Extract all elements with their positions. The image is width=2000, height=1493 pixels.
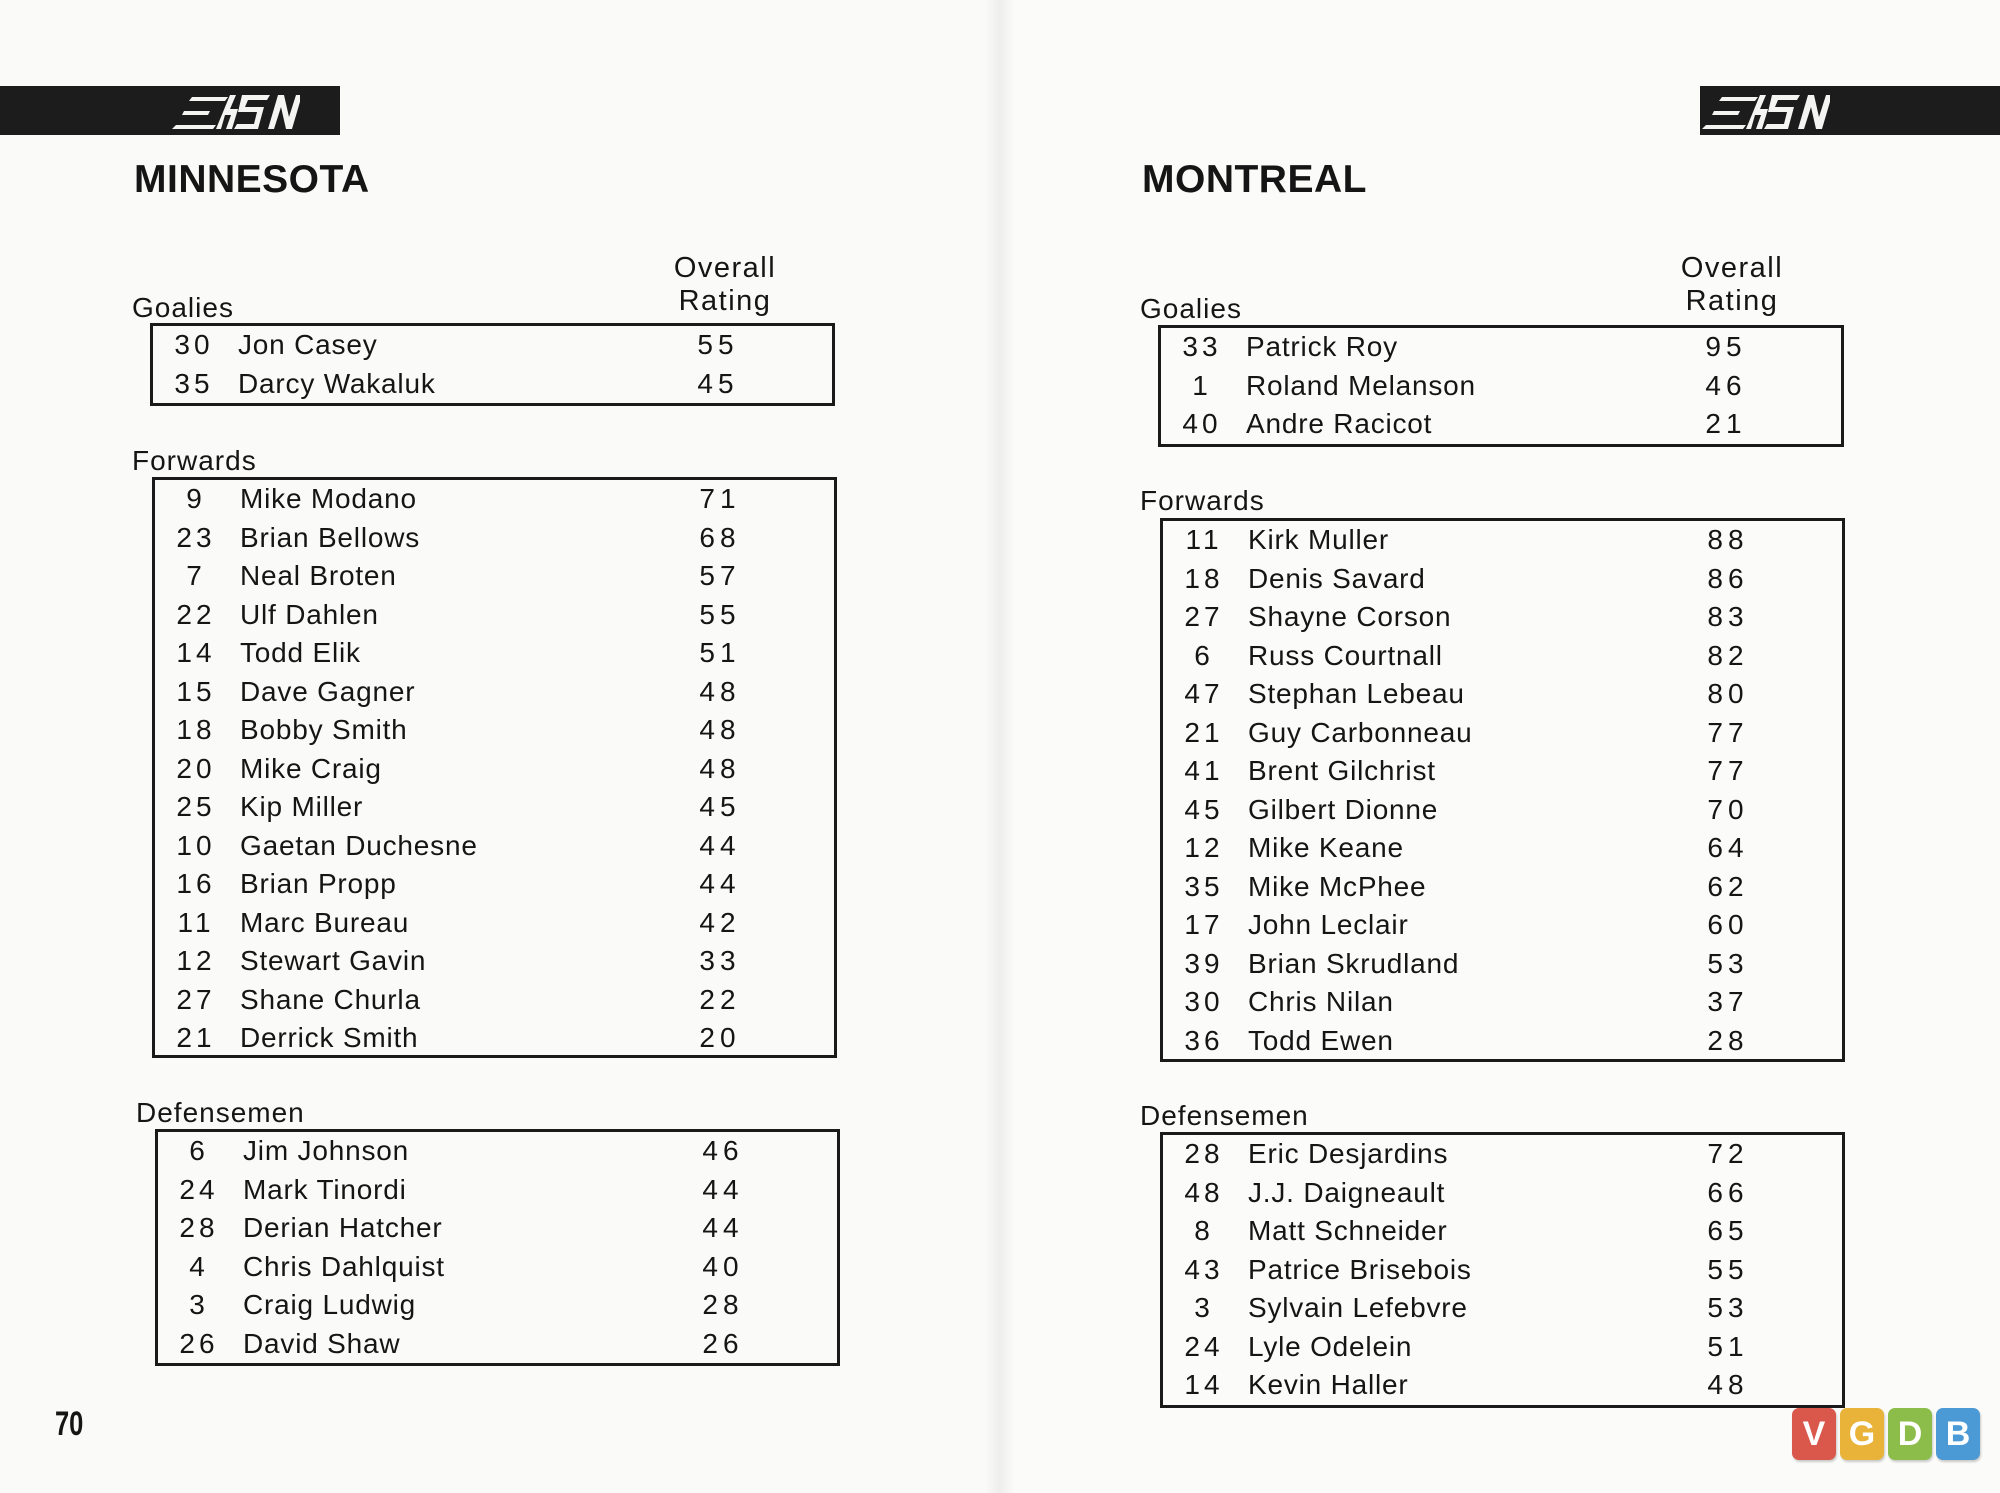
player-row xyxy=(1163,1251,1842,1290)
forwards-label: Forwards xyxy=(132,445,257,476)
player-number: 12 xyxy=(1184,832,1224,863)
player-row xyxy=(1163,1366,1842,1405)
watermark-letter: V xyxy=(1792,1408,1836,1460)
player-name: Eric Desjardins xyxy=(1248,1138,1449,1169)
player-number: 11 xyxy=(1185,524,1223,555)
player-number: 17 xyxy=(1184,909,1224,940)
player-row xyxy=(1163,637,1842,676)
player-row xyxy=(155,673,834,712)
player-name: Russ Courtnall xyxy=(1248,639,1443,671)
player-name: Roland Melanson xyxy=(1246,369,1476,401)
player-name: Guy Carbonneau xyxy=(1248,716,1473,748)
player-name: Brian Skrudland xyxy=(1248,947,1460,979)
player-number: 27 xyxy=(176,983,216,1015)
player-row xyxy=(1163,714,1842,753)
player-number: 18 xyxy=(176,714,216,745)
player-number: 22 xyxy=(176,598,216,630)
player-rating: 44 xyxy=(699,829,741,861)
player-row xyxy=(155,557,834,596)
player-rating: 37 xyxy=(1707,986,1749,1017)
player-number: 24 xyxy=(179,1173,219,1205)
player-name: Ulf Dahlen xyxy=(240,598,379,630)
player-rating: 64 xyxy=(1707,832,1749,863)
player-rating: 55 xyxy=(699,598,741,630)
rating-label: Rating xyxy=(1685,285,1779,317)
player-name: Andre Racicot xyxy=(1246,408,1433,439)
player-number: 30 xyxy=(1184,986,1224,1017)
player-number: 33 xyxy=(1182,331,1222,362)
player-number: 30 xyxy=(174,329,214,360)
player-name: Brent Gilchrist xyxy=(1248,755,1436,786)
watermark-letter: D xyxy=(1888,1408,1932,1460)
player-rating: 88 xyxy=(1707,524,1749,555)
player-number: 21 xyxy=(1184,716,1224,748)
player-rating: 45 xyxy=(699,791,741,822)
player-name: Mike McPhee xyxy=(1248,870,1427,902)
player-name: Lyle Odelein xyxy=(1248,1330,1413,1362)
player-number: 27 xyxy=(1184,601,1224,632)
player-row xyxy=(1163,868,1842,907)
player-row xyxy=(1163,906,1842,945)
player-name: Derian Hatcher xyxy=(243,1212,443,1243)
player-name: Chris Dahlquist xyxy=(243,1250,445,1282)
player-rating: 22 xyxy=(699,983,741,1015)
player-name: Kevin Haller xyxy=(1248,1369,1409,1400)
player-row xyxy=(153,326,832,365)
player-number: 1 xyxy=(1192,369,1212,401)
player-number: 6 xyxy=(1194,639,1214,671)
player-name: J.J. Daigneault xyxy=(1248,1176,1446,1208)
player-rating: 44 xyxy=(702,1173,744,1205)
player-name: Todd Ewen xyxy=(1248,1024,1394,1056)
player-number: 14 xyxy=(176,637,216,668)
player-row xyxy=(1163,1174,1842,1213)
player-name: Mark Tinordi xyxy=(243,1173,407,1205)
player-name: Mike Craig xyxy=(240,752,382,784)
player-rating: 48 xyxy=(1707,1369,1749,1400)
vgdb-watermark xyxy=(1792,1408,1980,1468)
player-name: Mike Modano xyxy=(240,483,417,514)
player-number: 14 xyxy=(1184,1369,1224,1400)
player-row xyxy=(155,480,834,519)
player-rating: 86 xyxy=(1707,562,1749,594)
player-row xyxy=(1161,328,1841,367)
player-rating: 77 xyxy=(1707,716,1749,748)
player-number: 45 xyxy=(1184,793,1224,825)
player-row xyxy=(155,981,834,1020)
player-name: Sylvain Lefebvre xyxy=(1248,1292,1468,1323)
player-rating: 28 xyxy=(702,1289,744,1320)
team-title-minnesota: MINNESOTA xyxy=(134,158,370,201)
player-rating: 51 xyxy=(699,637,741,668)
player-rating: 62 xyxy=(1707,870,1749,902)
player-rating: 83 xyxy=(1707,601,1749,632)
player-row xyxy=(158,1209,837,1248)
player-number: 12 xyxy=(176,945,216,976)
player-rating: 95 xyxy=(1705,331,1747,362)
player-number: 35 xyxy=(174,367,214,399)
player-row xyxy=(155,865,834,904)
overall-rating-header xyxy=(640,252,810,318)
player-name: Jon Casey xyxy=(238,329,378,360)
goalies-label: Goalies xyxy=(132,292,234,323)
player-row xyxy=(1163,983,1842,1022)
player-number: 26 xyxy=(179,1327,219,1359)
player-number: 8 xyxy=(1194,1215,1214,1246)
player-number: 23 xyxy=(176,521,216,553)
player-row xyxy=(1163,829,1842,868)
player-rating: 40 xyxy=(702,1250,744,1282)
player-rating: 65 xyxy=(1707,1215,1749,1246)
player-name: Patrick Roy xyxy=(1246,331,1398,362)
player-number: 3 xyxy=(1194,1292,1214,1323)
player-number: 35 xyxy=(1184,870,1224,902)
player-name: Matt Schneider xyxy=(1248,1215,1448,1246)
player-row xyxy=(158,1325,837,1364)
player-name: Gilbert Dionne xyxy=(1248,793,1439,825)
player-number: 21 xyxy=(176,1022,216,1053)
page-number-left: 70 xyxy=(55,1405,84,1443)
player-rating: 46 xyxy=(702,1135,744,1166)
player-number: 18 xyxy=(1184,562,1224,594)
player-rating: 53 xyxy=(1707,1292,1749,1323)
player-row xyxy=(1161,405,1841,444)
player-row xyxy=(1163,1328,1842,1367)
defensemen-table-minnesota xyxy=(155,1129,840,1366)
player-rating: 77 xyxy=(1707,755,1749,786)
player-rating: 44 xyxy=(699,868,741,899)
player-rating: 21 xyxy=(1705,408,1747,439)
player-rating: 46 xyxy=(1705,369,1747,401)
player-name: Patrice Brisebois xyxy=(1248,1253,1472,1285)
player-rating: 82 xyxy=(1707,639,1749,671)
player-number: 3 xyxy=(189,1289,209,1320)
player-rating: 48 xyxy=(699,714,741,745)
player-rating: 26 xyxy=(702,1327,744,1359)
forwards-label: Forwards xyxy=(1140,485,1265,516)
player-row xyxy=(1163,1289,1842,1328)
player-name: Derrick Smith xyxy=(240,1022,419,1053)
watermark-letter: G xyxy=(1840,1408,1884,1460)
player-number: 4 xyxy=(189,1250,209,1282)
player-row xyxy=(155,711,834,750)
player-name: Kip Miller xyxy=(240,791,364,822)
player-rating: 55 xyxy=(697,329,739,360)
player-name: Shayne Corson xyxy=(1248,601,1452,632)
player-row xyxy=(1163,752,1842,791)
player-rating: 72 xyxy=(1707,1138,1749,1169)
player-rating: 48 xyxy=(699,675,741,707)
player-row xyxy=(155,904,834,943)
player-name: Kirk Muller xyxy=(1248,524,1390,555)
player-number: 28 xyxy=(1184,1138,1224,1169)
player-name: Jim Johnson xyxy=(243,1135,409,1166)
player-row xyxy=(1163,1212,1842,1251)
player-rating: 33 xyxy=(699,945,741,976)
player-row xyxy=(155,1019,834,1058)
goalies-table-montreal xyxy=(1158,325,1844,447)
player-name: Todd Elik xyxy=(240,637,361,668)
player-number: 15 xyxy=(176,675,216,707)
player-number: 16 xyxy=(176,868,216,899)
player-number: 39 xyxy=(1184,947,1224,979)
player-rating: 20 xyxy=(699,1022,741,1053)
rating-label: Rating xyxy=(678,285,772,317)
player-name: Marc Bureau xyxy=(240,906,410,938)
player-row xyxy=(155,634,834,673)
defensemen-table-montreal xyxy=(1160,1132,1845,1408)
player-number: 24 xyxy=(1184,1330,1224,1362)
player-number: 41 xyxy=(1184,755,1224,786)
team-title-montreal: MONTREAL xyxy=(1142,158,1367,201)
player-number: 28 xyxy=(179,1212,219,1243)
player-rating: 70 xyxy=(1707,793,1749,825)
player-row xyxy=(155,827,834,866)
player-rating: 48 xyxy=(699,752,741,784)
player-number: 11 xyxy=(177,906,215,938)
player-name: Chris Nilan xyxy=(1248,986,1394,1017)
player-rating: 55 xyxy=(1707,1253,1749,1285)
player-row xyxy=(1163,1022,1842,1061)
overall-label: Overall xyxy=(673,252,777,284)
overall-rating-header xyxy=(1647,252,1817,318)
player-rating: 53 xyxy=(1707,947,1749,979)
forwards-table-minnesota xyxy=(152,477,837,1058)
player-name: Stewart Gavin xyxy=(240,945,427,976)
overall-label: Overall xyxy=(1680,252,1784,284)
player-rating: 68 xyxy=(699,521,741,553)
player-row xyxy=(158,1286,837,1325)
player-number: 9 xyxy=(186,483,206,514)
player-row xyxy=(1163,598,1842,637)
defensemen-label: Defensemen xyxy=(136,1097,305,1128)
player-name: Bobby Smith xyxy=(240,714,408,745)
player-row xyxy=(155,750,834,789)
player-name: Dave Gagner xyxy=(240,675,416,707)
easn-logo-right xyxy=(1695,86,1835,135)
player-name: Craig Ludwig xyxy=(243,1289,417,1320)
defensemen-label: Defensemen xyxy=(1140,1100,1309,1131)
player-name: Denis Savard xyxy=(1248,562,1426,594)
easn-logo-left xyxy=(165,86,305,135)
watermark-letter: B xyxy=(1936,1408,1980,1460)
player-number: 10 xyxy=(176,829,216,861)
player-name: David Shaw xyxy=(243,1327,401,1359)
player-number: 25 xyxy=(176,791,216,822)
player-row xyxy=(1163,560,1842,599)
player-rating: 71 xyxy=(699,483,741,514)
player-name: Stephan Lebeau xyxy=(1248,678,1465,709)
player-row xyxy=(1161,367,1841,406)
player-number: 48 xyxy=(1184,1176,1224,1208)
player-row xyxy=(158,1132,837,1171)
player-row xyxy=(1163,521,1842,560)
player-row xyxy=(153,365,832,404)
player-number: 6 xyxy=(189,1135,209,1166)
player-name: Brian Bellows xyxy=(240,521,421,553)
player-number: 43 xyxy=(1184,1253,1224,1285)
player-rating: 66 xyxy=(1707,1176,1749,1208)
player-row xyxy=(1163,791,1842,830)
player-row xyxy=(1163,1135,1842,1174)
player-name: Darcy Wakaluk xyxy=(238,367,436,399)
forwards-table-montreal xyxy=(1160,518,1845,1062)
player-rating: 45 xyxy=(697,367,739,399)
player-name: Neal Broten xyxy=(240,560,397,591)
book-gutter xyxy=(985,0,1015,1493)
player-number: 47 xyxy=(1184,678,1224,709)
goalies-label: Goalies xyxy=(1140,293,1242,324)
player-number: 20 xyxy=(176,752,216,784)
player-rating: 57 xyxy=(699,560,741,591)
player-name: Gaetan Duchesne xyxy=(240,829,478,861)
player-number: 40 xyxy=(1182,408,1222,439)
player-number: 36 xyxy=(1184,1024,1224,1056)
player-row xyxy=(158,1248,837,1287)
player-name: Shane Churla xyxy=(240,983,421,1015)
player-rating: 28 xyxy=(1707,1024,1749,1056)
player-name: Brian Propp xyxy=(240,868,397,899)
player-row xyxy=(1163,945,1842,984)
player-row xyxy=(155,596,834,635)
player-rating: 44 xyxy=(702,1212,744,1243)
player-rating: 60 xyxy=(1707,909,1749,940)
goalies-table-minnesota xyxy=(150,323,835,406)
player-row xyxy=(158,1171,837,1210)
player-row xyxy=(155,788,834,827)
player-rating: 42 xyxy=(699,906,741,938)
player-name: Mike Keane xyxy=(1248,832,1404,863)
player-name: John Leclair xyxy=(1248,909,1409,940)
player-rating: 80 xyxy=(1707,678,1749,709)
player-row xyxy=(1163,675,1842,714)
player-rating: 51 xyxy=(1707,1330,1749,1362)
player-number: 7 xyxy=(186,560,206,591)
player-row xyxy=(155,519,834,558)
player-row xyxy=(155,942,834,981)
